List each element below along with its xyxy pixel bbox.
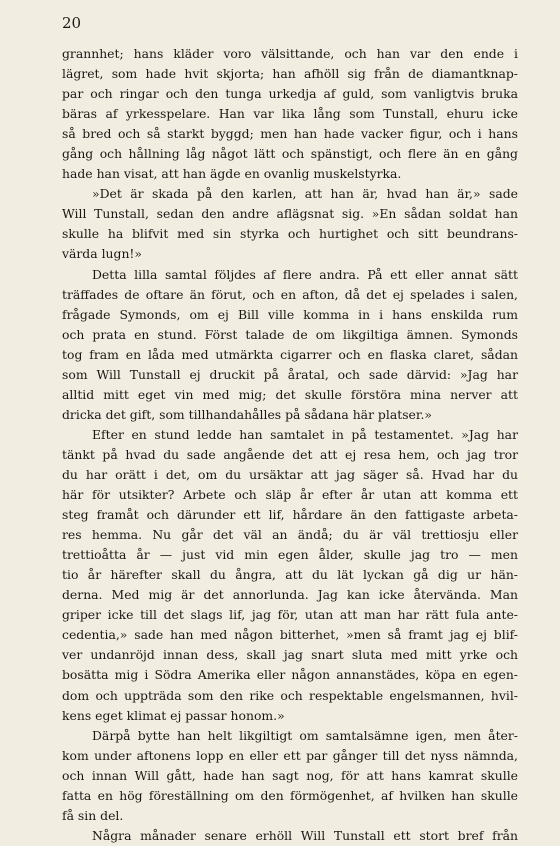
text-line: grannhet; hans kläder voro välsittande, och han var den ende i (62, 46, 518, 61)
text-line: kens eget klimat ej passar honom.» (62, 707, 285, 723)
text-line: dricka det gift, som tillhandahålles på sådana här platser.» (62, 406, 432, 422)
text-line: skulle ha blifvit med sin styrka och hurtighet och sitt beundrans- (62, 226, 518, 242)
text-line: hade han visat, att han ägde en ovanlig muskelstyrka. (62, 166, 402, 182)
body-text (62, 44, 518, 846)
text-line: värda lugn!» (62, 246, 142, 262)
text-line: Detta lilla samtal följdes af flere andra. På ett eller annat sätt (92, 266, 518, 282)
text-line: Will Tunstall, sedan den andre aflägsnat sig. »En sådan soldat han (62, 206, 518, 222)
text-line: Efter en stund ledde han samtalet in på testamentet. »Jag har (92, 426, 518, 442)
page-number: 20 (62, 14, 82, 32)
text-line: alltid mitt eget vin med mig; det skulle förstöra mina nerver att (62, 386, 518, 402)
text-line: frågade Symonds, om ej Bill ville komma in i hans enskilda rum (62, 306, 518, 322)
text-line: bäras af yrkesspelare. Han var lika lång som Tunstall, ehuru icke (62, 106, 518, 122)
text-line: ver undanröjd innan dess, skall jag snart sluta med mitt yrke och (62, 647, 518, 663)
text-line: du har orätt i det, om du ursäktar att jag säger så. Hvad har du (62, 466, 518, 482)
text-line: kom under aftonens lopp en eller ett par gånger till det nyss nämnda, (62, 747, 518, 763)
text-line: »Det är skada på den karlen, att han är, hvad han är,» sade (92, 186, 518, 202)
text-line: här för utsikter? Arbete och släp år efter år utan att komma ett (62, 487, 518, 503)
text-line: och innan Will gått, hade han sagt nog, för att hans kamrat skulle (62, 767, 518, 783)
text-line: Därpå bytte han helt likgiltigt om samtalsämne igen, men åter- (92, 727, 518, 743)
text-line: så bred och så starkt byggd; men han hade vacker figur, och i hans (62, 126, 518, 142)
text-line: Några månader senare erhöll Will Tunstall ett stort bref från (92, 827, 518, 843)
text-line: få sin del. (62, 807, 124, 823)
text-line: gång och hållning låg något lätt och spänstigt, och flere än en gång (62, 146, 518, 162)
text-line: och prata en stund. Först talade de om likgiltiga ämnen. Symonds (62, 326, 518, 342)
text-line: derna. Med mig är det annorlunda. Jag kan icke återvända. Man (62, 587, 518, 603)
text-line: dom och uppträda som den rike och respektable engelsmannen, hvil- (62, 687, 518, 703)
text-line: träffades de oftare än förut, och en afton, då det ej spelades i salen, (62, 286, 518, 302)
text-line: tio år härefter skall du ångra, att du lät lyckan gå dig ur hän- (62, 567, 518, 583)
text-line: fatta en hög föreställning om den förmögenhet, af hvilken han skulle (62, 787, 518, 803)
text-line: tog fram en låda med utmärkta cigarrer och en flaska claret, sådan (62, 346, 518, 362)
text-line: tänkt på hvad du sade angående det att ej resa hem, och jag tror (62, 446, 518, 462)
text-line: griper icke till det slags lif, jag för, utan att man har rätt fula ante- (62, 607, 518, 623)
text-line: par och ringar och den tunga urkedja af guld, som vanligtvis bruka (62, 86, 518, 102)
text-line: cedentia,» sade han med någon bitterhet, »men så framt jag ej blif- (62, 627, 518, 643)
text-line: res hemma. Nu går det väl an ändå; du är väl trettiosju eller (62, 527, 518, 543)
text-line: steg framåt och därunder ett lif, hårdare än den fattigaste arbeta- (62, 507, 518, 523)
text-line: bosätta mig i Södra Amerika eller någon annanstädes, köpa en egen- (62, 667, 518, 683)
text-line: lägret, som hade hvit skjorta; han afhöll sig från de diamantknap- (62, 66, 518, 82)
text-line: trettioåtta år — just vid min egen ålder, skulle jag tro — men (62, 547, 518, 563)
text-line: som Will Tunstall ej druckit på åratal, och sade därvid: »Jag har (62, 366, 518, 382)
